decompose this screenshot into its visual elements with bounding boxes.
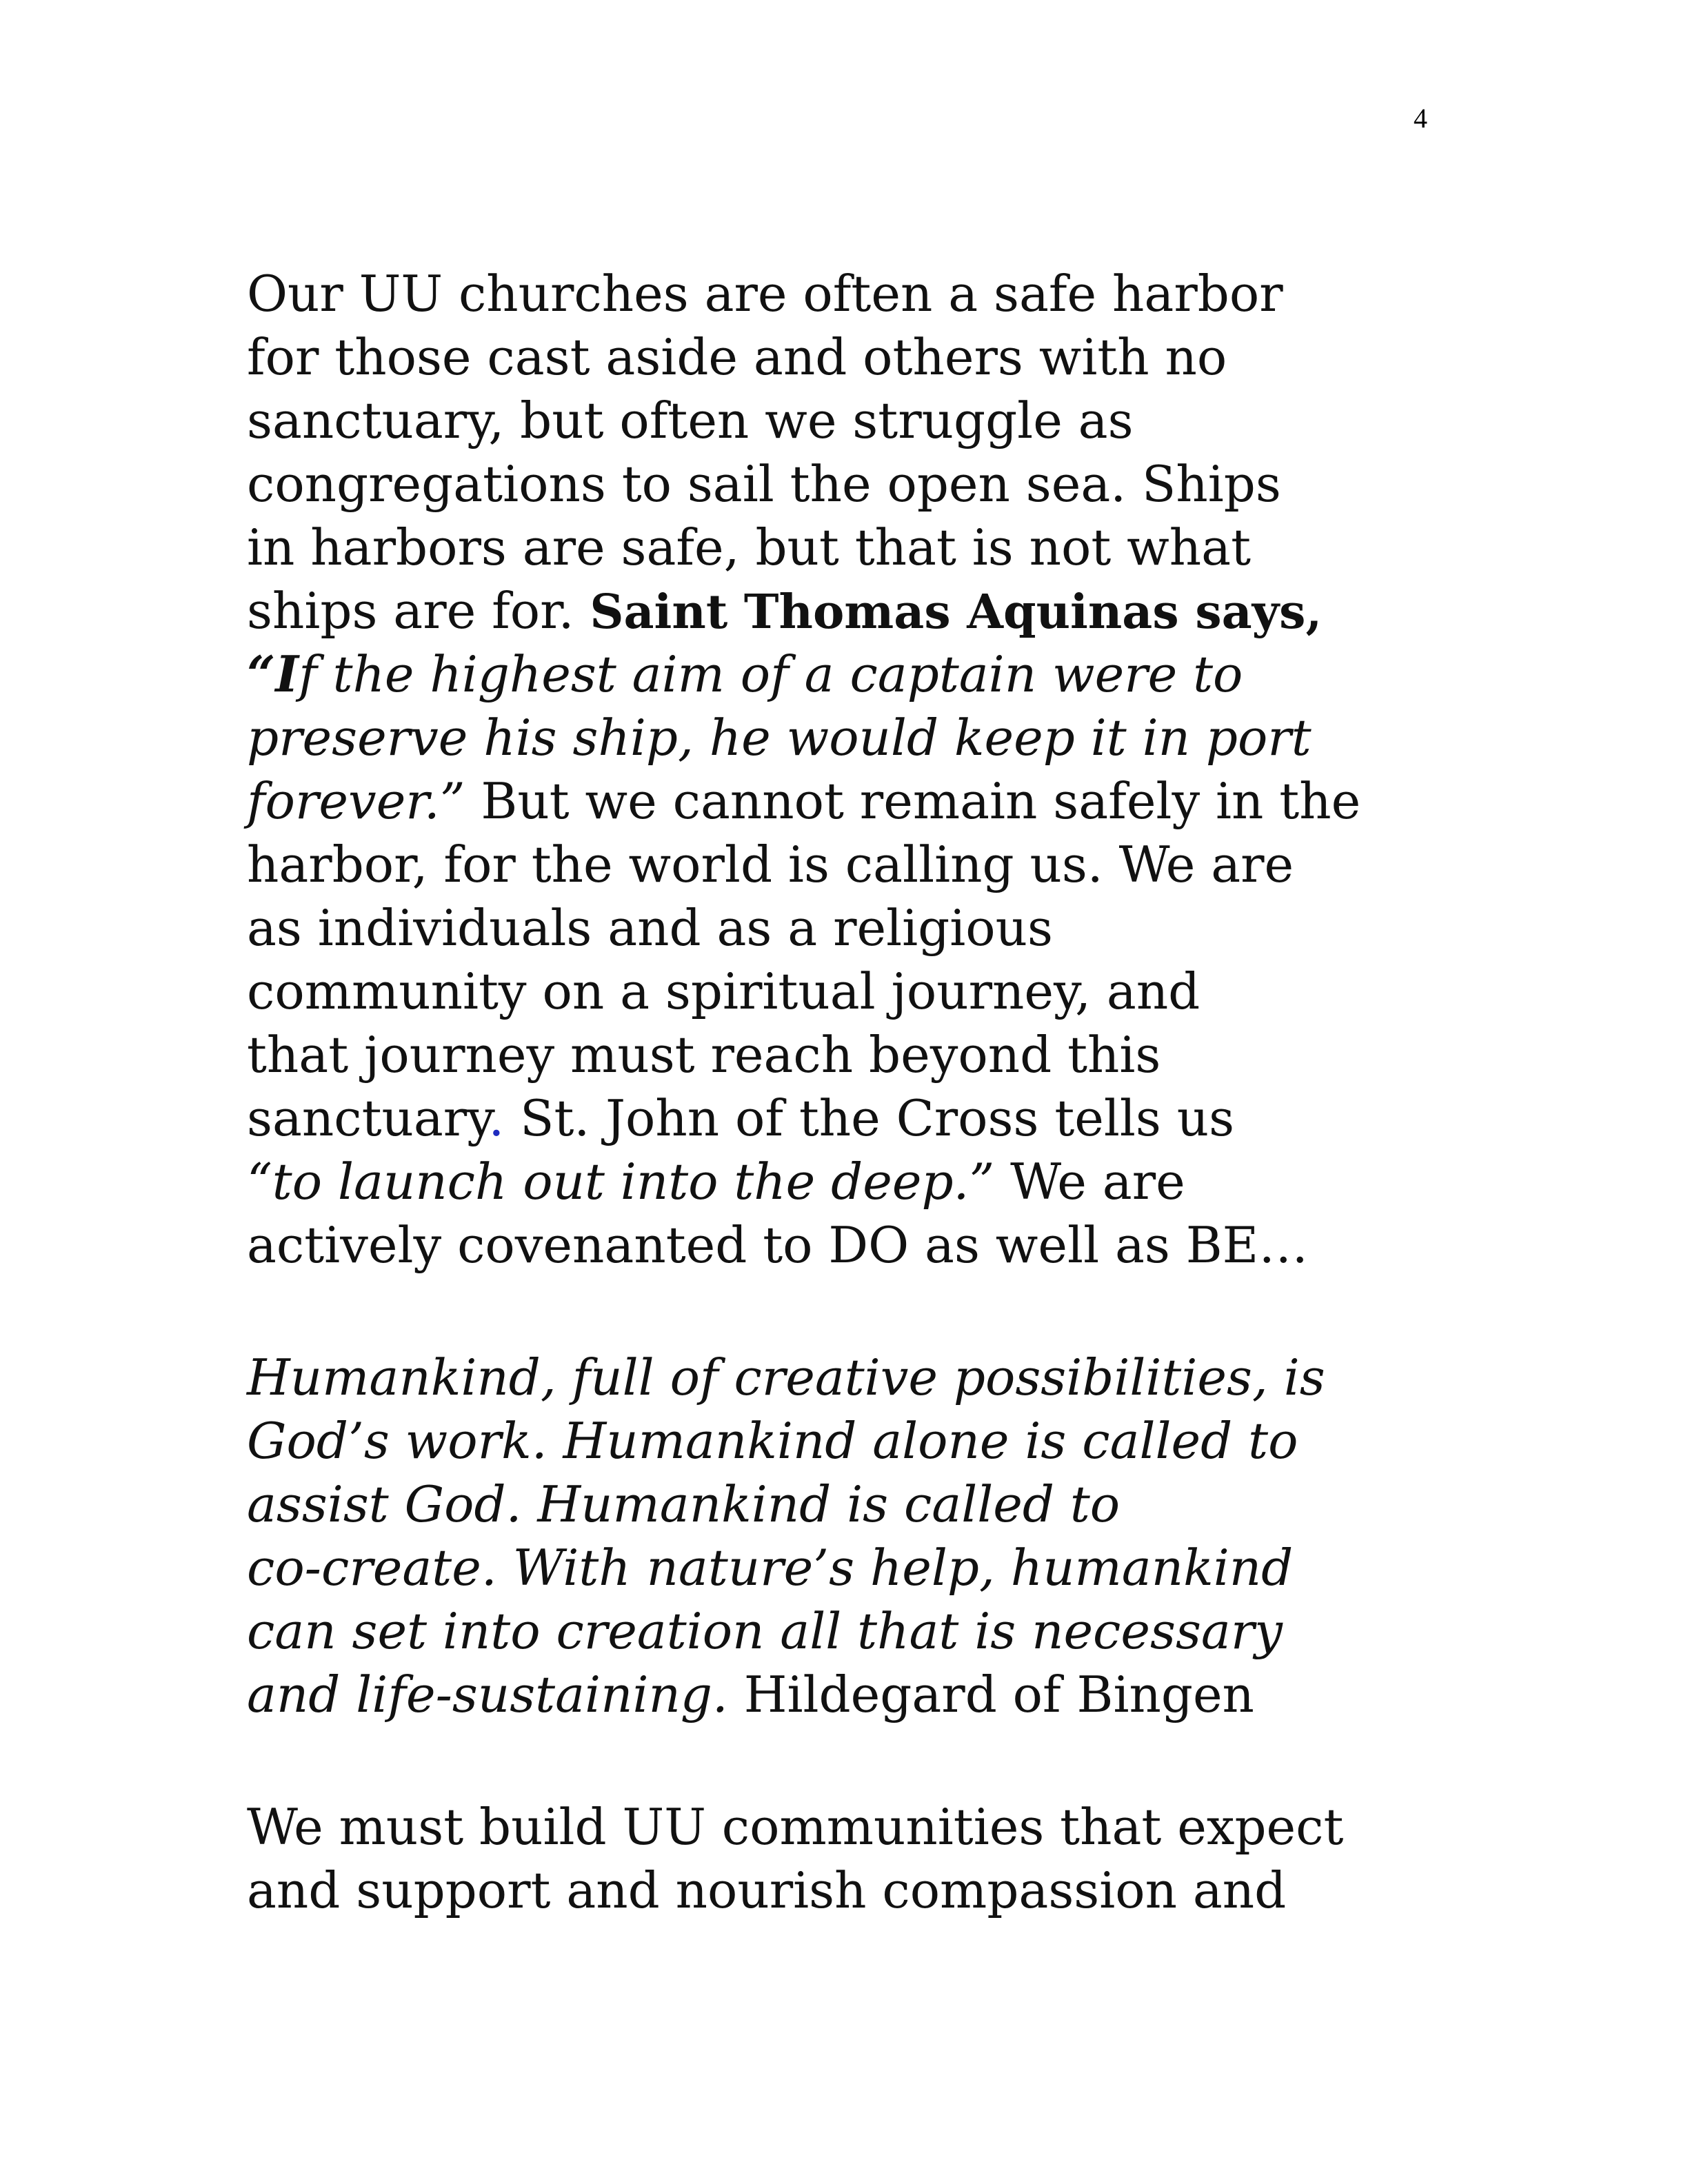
text-run: We are [994,1153,1185,1211]
hildegard-quote: can set into creation all that is necessary [247,1602,1283,1660]
quote-open: “I [247,645,299,703]
text-line: community on a spiritual journey, and [247,962,1200,1020]
text-line [247,1153,1185,1211]
aquinas-quote: preserve his ship, he would keep it in port [247,709,1312,767]
hildegard-quote: Humankind, full of creative possibilities, is [247,1348,1325,1406]
blue-period: . [488,1089,505,1147]
hildegard-attribution: Hildegard of Bingen [727,1666,1254,1723]
text-line: as individuals and as a religious [247,899,1053,957]
aquinas-quote: f the highest aim of a captain were to [299,645,1243,703]
aquinas-quote: forever.” [247,772,465,830]
text-run: sanctuary [247,1089,489,1147]
text-line: congregations to sail the open sea. Ships [247,455,1281,513]
text-line: Our UU churches are often a safe harbor [247,265,1283,323]
text-run: St. John of the Cross tells us [504,1089,1235,1147]
page-number: 4 [1414,103,1427,134]
text-line: harbor, for the world is calling us. We are [247,836,1294,893]
text-line [247,1089,1235,1147]
text-line: and support and nourish compassion and [247,1861,1287,1919]
aquinas-attribution: Saint Thomas Aquinas says, [590,585,1323,640]
text-line: We must build UU communities that expect [247,1798,1344,1856]
text-line: sanctuary, but often we struggle as [247,392,1134,449]
st-john-quote: “to launch out into the deep.” [247,1153,995,1211]
hildegard-quote: God’s work. Humankind alone is called to [247,1412,1298,1470]
text-line [247,772,1361,830]
text-line [247,582,1323,640]
hildegard-quote: assist God. Humankind is called to [247,1475,1121,1533]
text-line [247,645,1243,703]
text-line: in harbors are safe, but that is not what [247,518,1252,576]
text-line: for those cast aside and others with no [247,328,1227,386]
hildegard-quote: and life-sustaining. [247,1666,728,1723]
text-run: But we cannot remain safely in the [465,772,1361,830]
text-line: actively covenanted to DO as well as BE… [247,1216,1309,1274]
text-run: ships are for. [247,582,590,640]
text-line [247,1666,1254,1723]
text-line: that journey must reach beyond this [247,1026,1161,1084]
hildegard-quote: co-create. With nature’s help, humankind [247,1539,1294,1597]
